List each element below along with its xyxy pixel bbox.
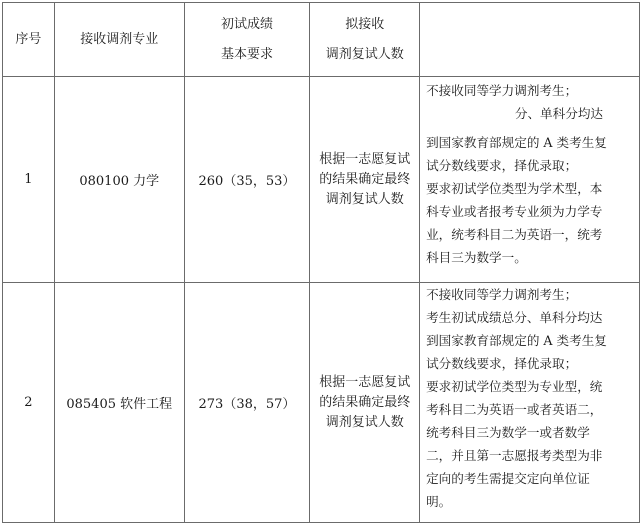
- row2-requirements: [420, 283, 640, 523]
- row2-req-line: 不接收同等学力调剂考生；: [426, 287, 578, 302]
- header-requirements: [420, 3, 640, 77]
- row1-score: 260（35，53）: [184, 77, 310, 283]
- row2-req-line: 试分数线要求，择优录取；: [426, 356, 578, 371]
- header-score-line2: 基本要求: [220, 46, 273, 62]
- header-row: [3, 3, 640, 77]
- row2-req-line: 考生初试成绩总分、单科分均达: [426, 310, 603, 325]
- row2-count: 根据一志愿复试的结果确定最终调剂复试人数: [310, 283, 420, 523]
- row2-req-line: 要求初试学位类型为专业型，统: [426, 379, 603, 394]
- row2-req-line: 明。: [426, 494, 452, 509]
- adjustment-table: [2, 2, 640, 523]
- row1-requirements: [420, 77, 640, 283]
- header-count-line1: 拟接收: [345, 16, 385, 32]
- row1-req-line: 要求初试学位类型为学术型，本: [426, 181, 603, 196]
- row1-req-line: 科专业或者报考专业须为力学专: [426, 204, 603, 219]
- row2-seq: 2: [3, 283, 55, 523]
- row1-req-line: 不接收同等学力调剂考生；: [426, 83, 578, 98]
- table-row: [3, 77, 640, 283]
- row2-req-line: 到国家教育部规定的 A 类考生复: [426, 333, 607, 348]
- row1-req-line: 业，统考科目二为英语一，统考: [426, 227, 603, 242]
- row2-req-line: 二，并且第一志愿报考类型为非: [426, 448, 603, 463]
- row1-req-line: 科目三为数学一。: [426, 250, 527, 265]
- header-count-line2: 调剂复试人数: [325, 46, 404, 62]
- header-seq: 序号: [3, 3, 55, 77]
- row1-count: 根据一志愿复试的结果确定最终调剂复试人数: [310, 77, 420, 283]
- header-major: 接收调剂专业: [54, 3, 184, 77]
- row1-req-line: 试分数线要求，择优录取；: [426, 158, 578, 173]
- row1-seq: 1: [3, 77, 55, 283]
- row2-major: 085405 软件工程: [54, 283, 184, 523]
- header-count: [310, 3, 420, 77]
- row1-req-line: 到国家教育部规定的 A 类考生复: [426, 135, 607, 150]
- row2-req-line: 考科目二为英语一或者英语二，: [426, 402, 603, 417]
- table-row: [3, 283, 640, 523]
- row2-req-line: 定向的考生需提交定向单位证: [426, 471, 590, 486]
- header-score: [184, 3, 310, 77]
- header-score-line1: 初试成绩: [220, 16, 273, 32]
- row1-req-line: 分、单科分均达: [514, 106, 603, 121]
- row2-req-line: 统考科目三为数学一或者数学: [426, 425, 590, 440]
- row2-score: 273（38，57）: [184, 283, 310, 523]
- row1-major: 080100 力学: [54, 77, 184, 283]
